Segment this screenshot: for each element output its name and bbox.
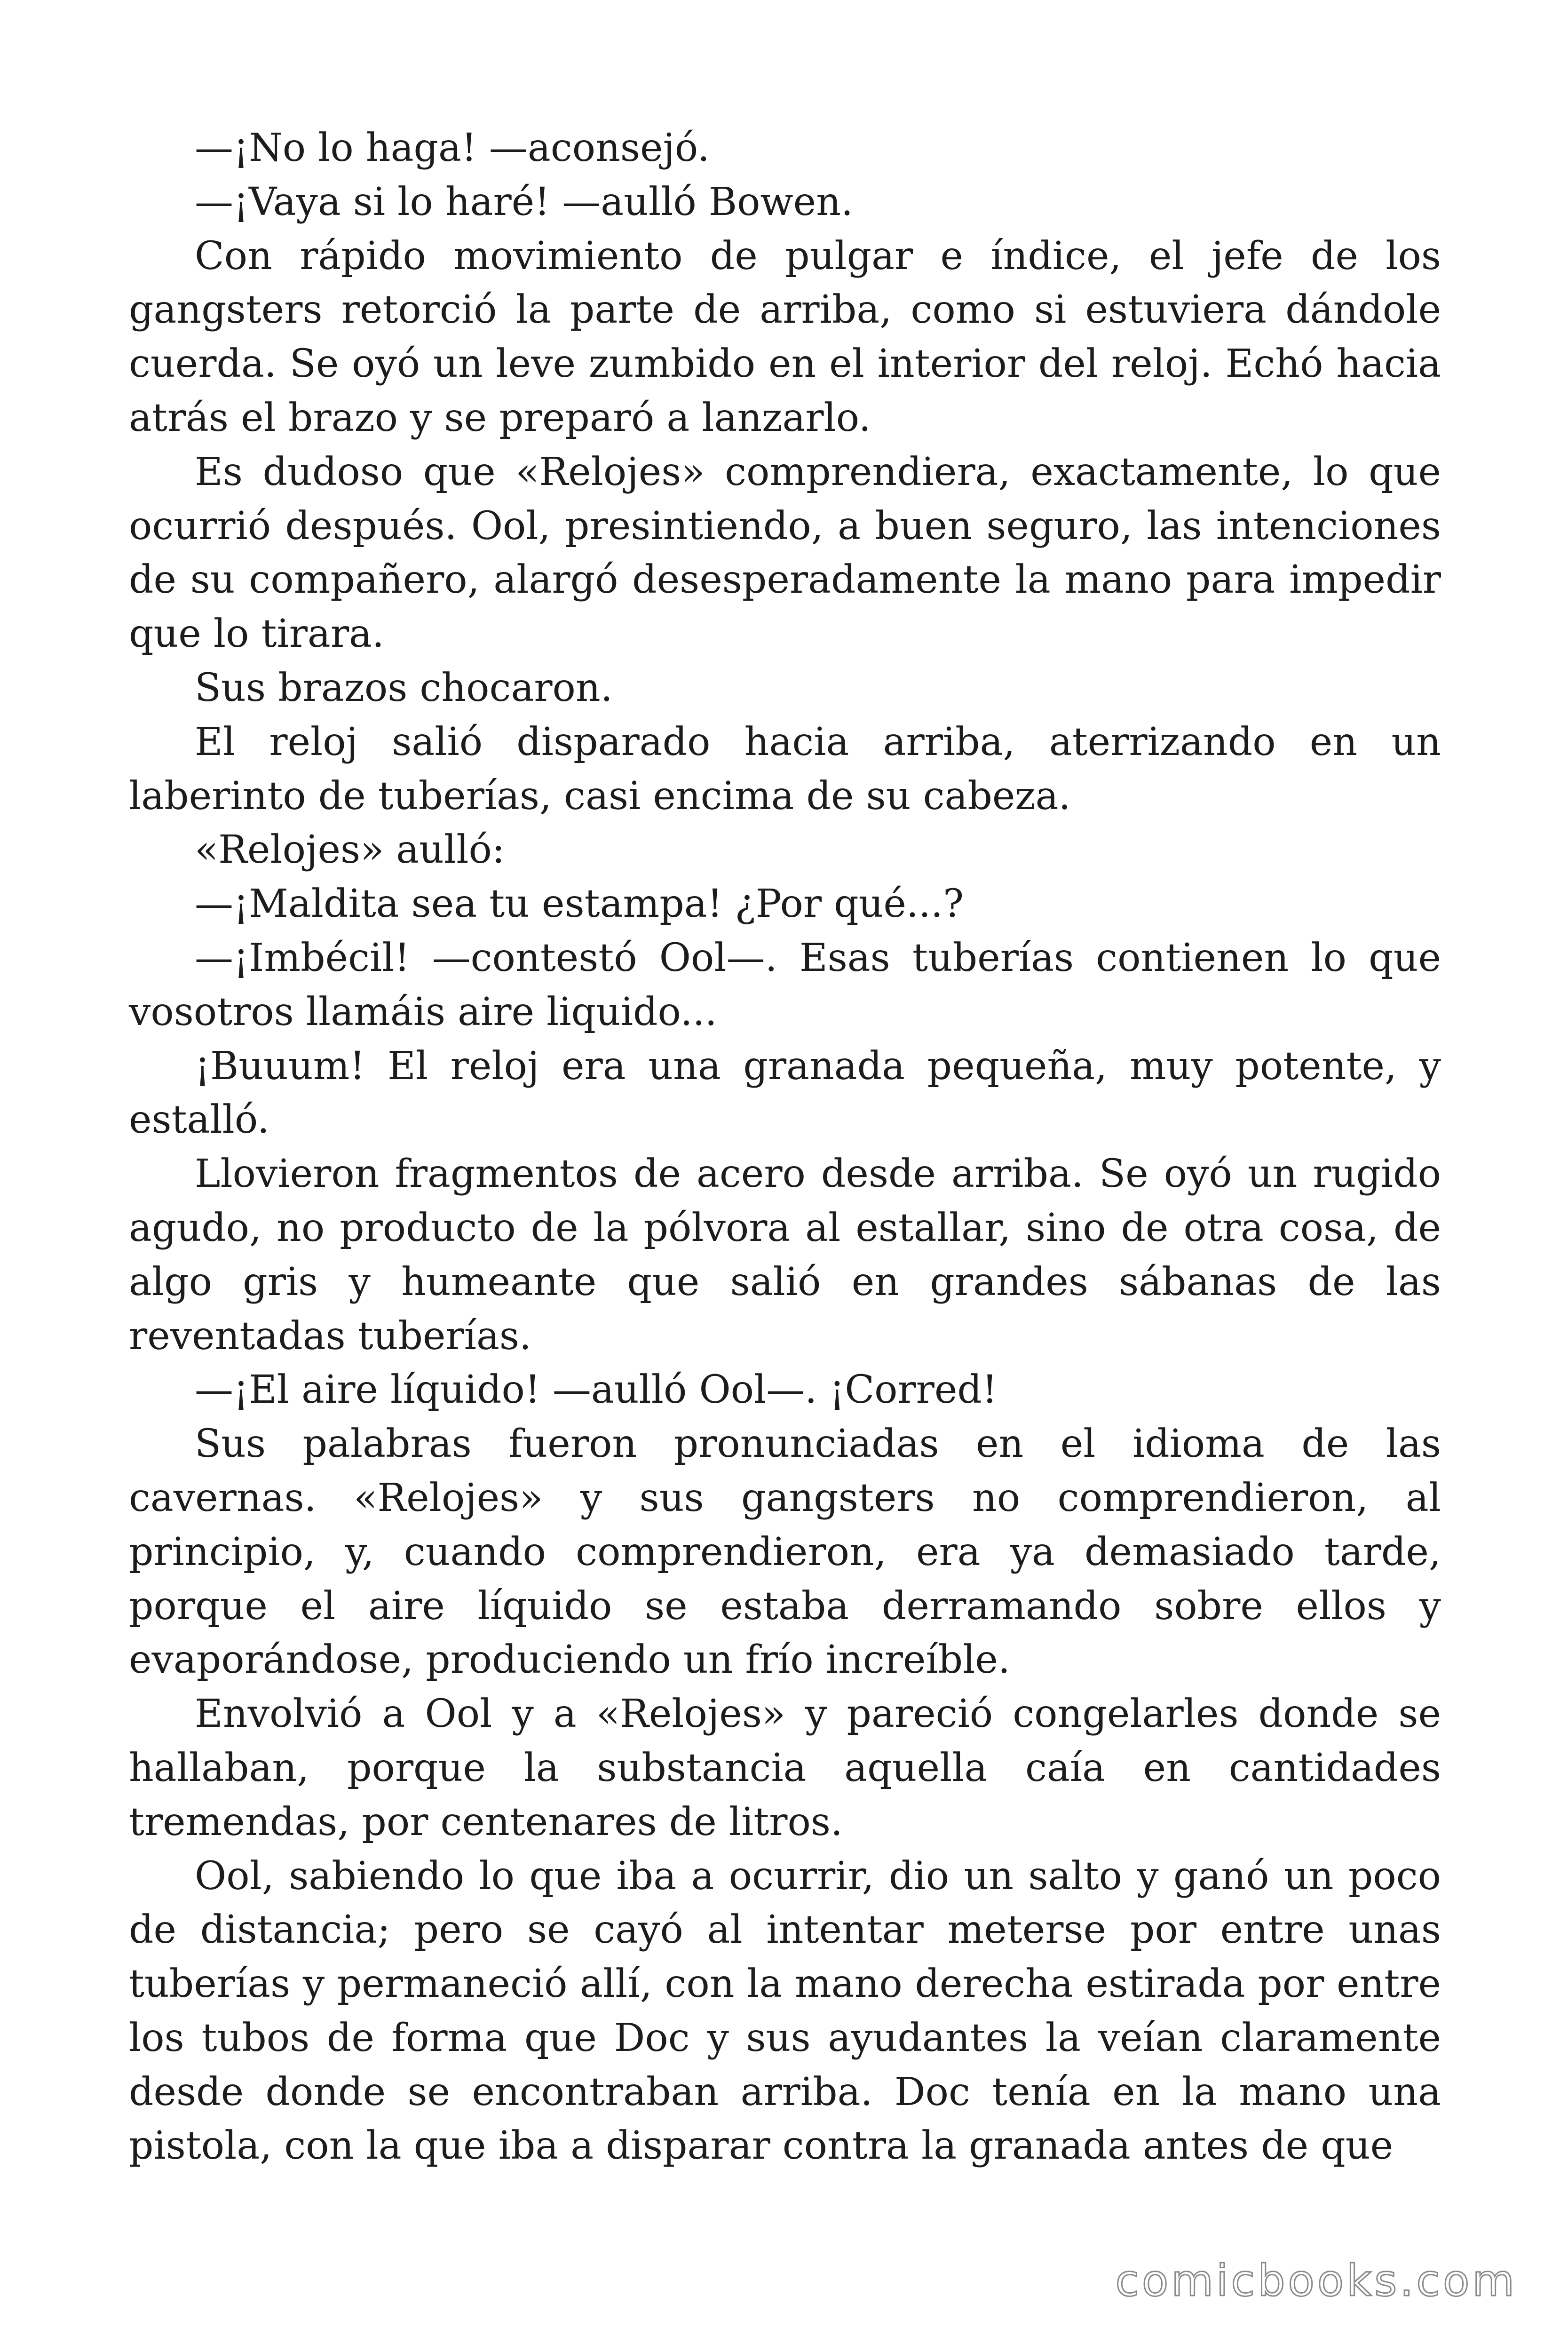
paragraph: Sus palabras fueron pronunciadas en el idioma de las cavernas. «Relojes» y sus gangsters no comprendieron, al principio, y, cuando comprendieron, era ya demasiado tarde, porque el aire líquido se estaba derramando sobre ellos y evaporándose, produciendo un frío increíble.: [129, 1422, 1441, 1683]
paragraph: Llovieron fragmentos de acero desde arriba. Se oyó un rugido agudo, no producto de la pólvora al estallar, sino de otra cosa, de algo gris y humeante que salió en grandes sábanas de las reventadas tuberías.: [129, 1152, 1441, 1359]
paragraph: ¡Buuum! El reloj era una granada pequeña, muy potente, y estalló.: [129, 1043, 1441, 1143]
paragraph: —¡Vaya si lo haré! —aulló Bowen.: [195, 179, 854, 224]
paragraph: «Relojes» aulló:: [195, 827, 505, 873]
watermark: comicbooks.com: [1115, 2256, 1517, 2306]
paragraph: Ool, sabiendo lo que iba a ocurrir, dio un salto y ganó un poco de distancia; pero se cayó al intentar meterse por entre unas tuberías y permaneció allí, con la mano derecha estirada por entre los tubos de forma que Doc y sus ayudantes la veían claramente desde donde se encontraban arriba. Doc tenía en la mano una pistola, con la que iba a disparar contra la granada antes de que: [129, 1853, 1441, 2169]
paragraph: Es dudoso que «Relojes» comprendiera, exactamente, lo que ocurrió después. Ool, presintiendo, a buen seguro, las intenciones de su compañero, alargó desesperadamente la mano para impedir que lo tirara.: [129, 449, 1441, 657]
paragraph: —¡Maldita sea tu estampa! ¿Por qué...?: [195, 882, 964, 927]
paragraph: Con rápido movimiento de pulgar e índice, el jefe de los gangsters retorció la parte de arriba, como si estuviera dándole cuerda. Se oyó un leve zumbido en el interior del reloj. Echó hacia atrás el brazo y se preparó a lanzarlo.: [129, 233, 1441, 440]
paragraph: —¡No lo haga! —aconsejó.: [195, 126, 710, 170]
paragraph: Sus brazos chocaron.: [195, 665, 613, 710]
paragraph: —¡El aire líquido! —aulló Ool—. ¡Corred!: [195, 1367, 998, 1413]
paragraph: Envolvió a Ool y a «Relojes» y pareció congelarles donde se hallaban, porque la substancia aquella caía en cantidades tremendas, por centenares de litros.: [129, 1692, 1441, 1844]
paragraph: —¡Imbécil! —contestó Ool—. Esas tuberías contienen lo que vosotros llamáis aire liquido...: [129, 935, 1441, 1034]
book-page-text: [129, 121, 1441, 2173]
paragraph: El reloj salió disparado hacia arriba, aterrizando en un laberinto de tuberías, casi encima de su cabeza.: [129, 719, 1441, 818]
